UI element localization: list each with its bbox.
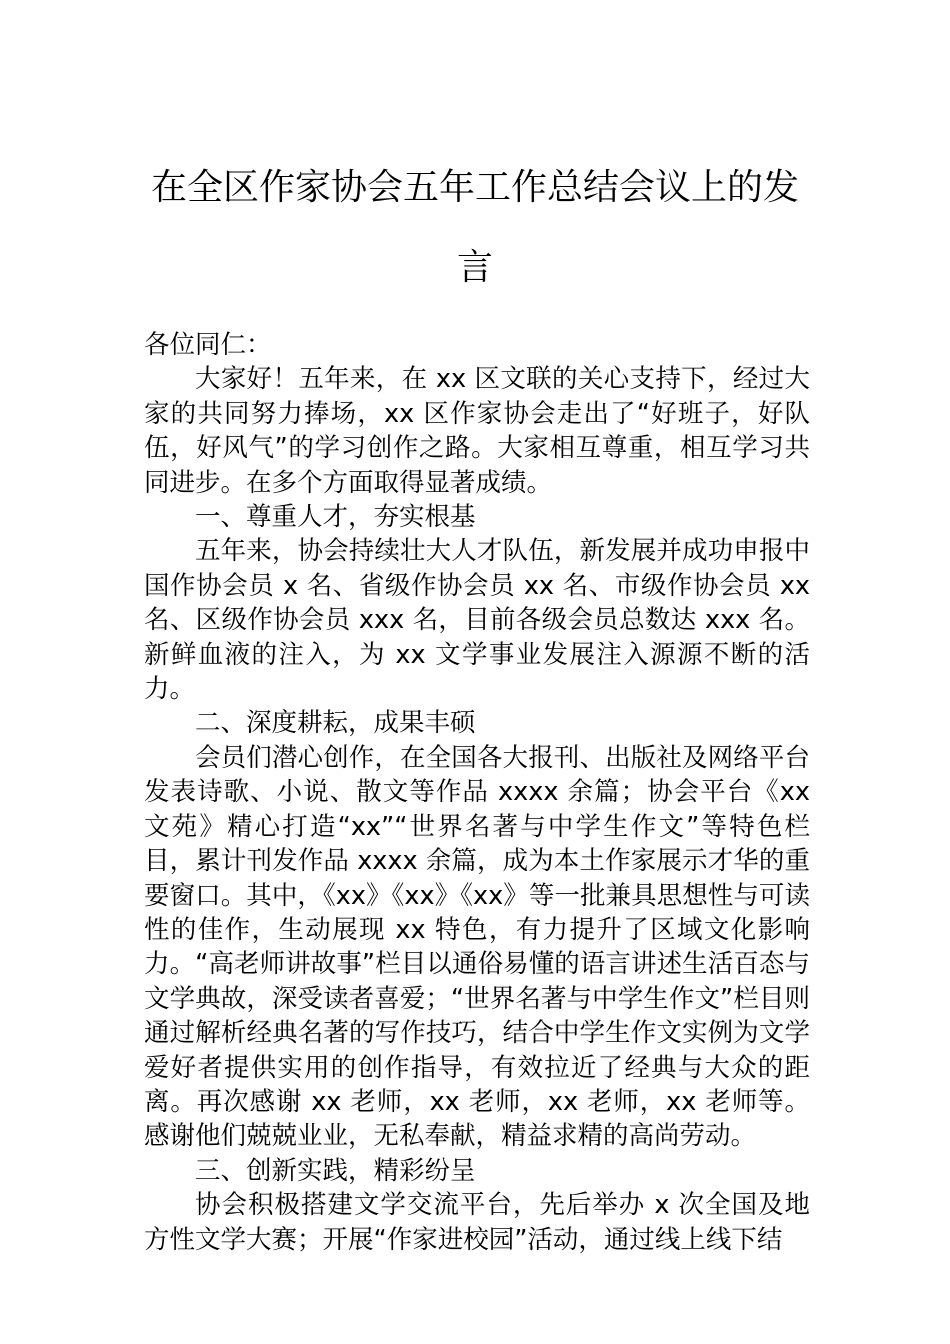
section-heading-3: 三、创新实践，精彩纷呈	[195, 1155, 476, 1186]
paragraph-achievements: 会员们潜心创作，在全国各大报刊、出版社及网络平台发表诗歌、小说、散文等作品 xxxx 余篇；协会平台《xx 文苑》精心打造“xx”“世界名著与中学生作文”等特色栏目，累计刊发作品 xxxx 余篇，成为本土作家展示才华的重要窗口。其中，《xx》《xx》《xx》等一批兼具思想性与可读性的佳作，生动展现 xx 特色，有力提升了区域文化影响力。“高老师讲故事”栏目以通俗易懂的语言讲述生活百态与文学典故，深受读者喜爱；“世界名著与中学生作文”栏目则通过解析经典名著的写作技巧，结合中学生作文实例为文学爱好者提供实用的创作指导，有效拉近了经典与大众的距离。再次感谢 xx 老师，xx 老师，xx 老师，xx 老师等。感谢他们兢兢业业，无私奉献，精益求精的高尚劳动。	[144, 742, 819, 1152]
salutation: 各位同仁：	[144, 330, 272, 360]
paragraph-intro: 大家好！五年来，在 xx 区文联的关心支持下，经过大家的共同努力捧场，xx 区作家协会走出了“好班子，好队伍，好风气”的学习创作之路。大家相互尊重，相互学习共同进步。在多个方面取得显著成绩。	[144, 364, 810, 498]
document-body	[144, 328, 819, 1257]
title-line-2: 言	[456, 247, 493, 288]
section-heading-1: 一、尊重人才，夯实根基	[195, 502, 476, 533]
paragraph-talent: 五年来，协会持续壮大人才队伍，新发展并成功申报中国作协会员 x 名、省级作协会员 xx 名、市级作协会员 xx 名、区级作协会员 xxx 名，目前各级会员总数达 xxx 名。新鲜血液的注入，为 xx 文学事业发展注入源源不断的活力。	[144, 536, 819, 705]
section-heading-2: 二、深度耕耘，成果丰硕	[195, 708, 476, 739]
title-line-1: 在全区作家协会五年工作总结会议上的发	[150, 167, 799, 208]
paragraph-innovation: 协会积极搭建文学交流平台，先后举办 x 次全国及地方性文学大赛；开展“作家进校园”活动，通过线上线下结	[144, 1190, 810, 1255]
